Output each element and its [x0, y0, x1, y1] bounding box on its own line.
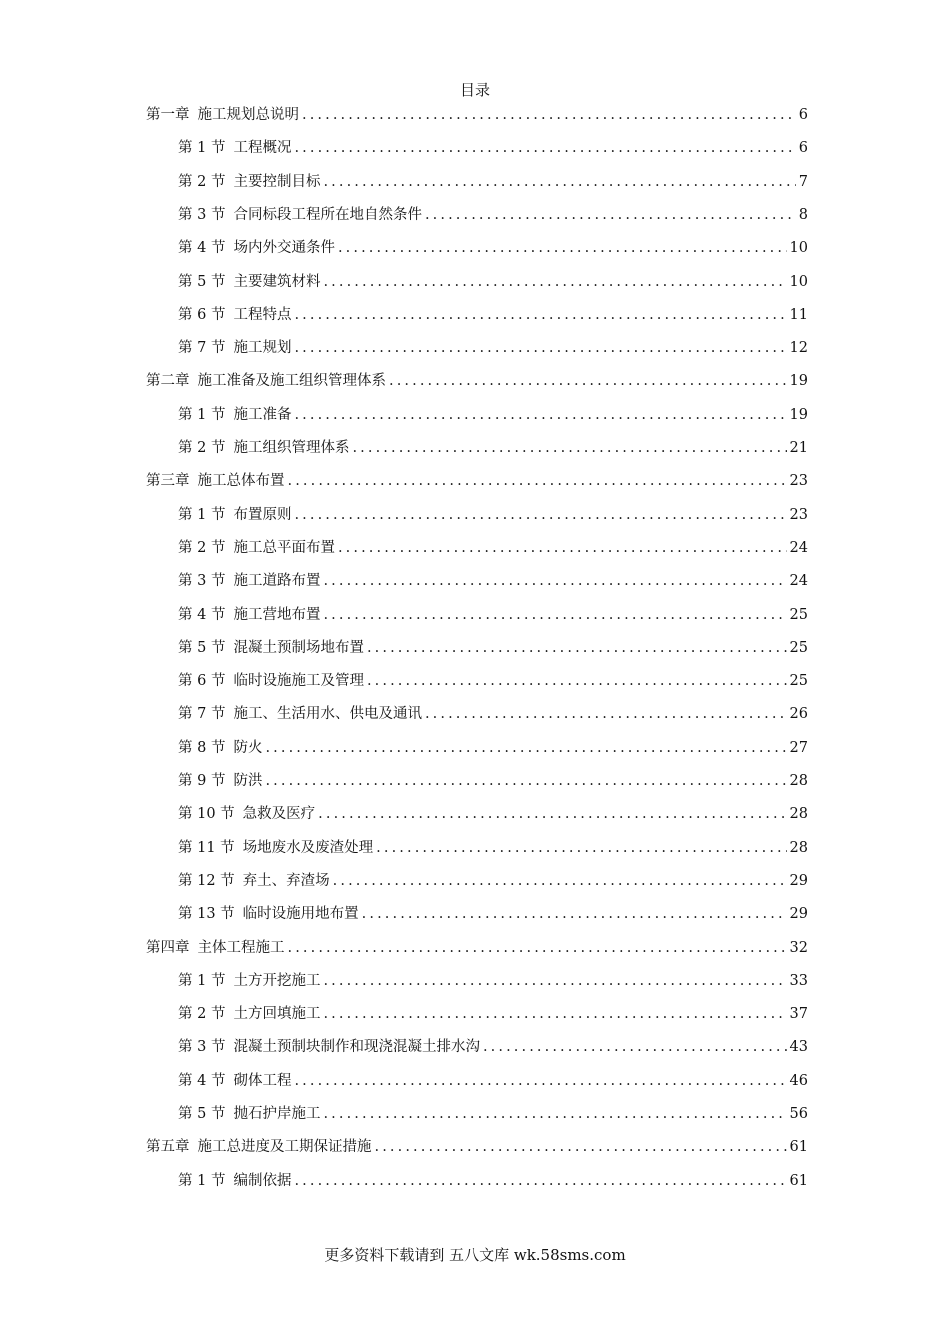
entry-number: 第 2 节 — [178, 539, 226, 556]
entry-page-number: 10 — [789, 240, 808, 257]
entry-page-number: 25 — [789, 606, 808, 623]
entry-title: 主要控制目标 — [233, 173, 321, 190]
toc-section-entry[interactable] — [178, 171, 808, 193]
dot-leader — [323, 604, 786, 626]
toc-section-entry[interactable] — [178, 870, 808, 892]
toc-chapter-entry[interactable] — [146, 1136, 808, 1158]
entry-page-number: 6 — [798, 107, 808, 123]
entry-number: 第 3 节 — [178, 573, 226, 590]
toc-section-entry[interactable] — [178, 903, 808, 925]
entry-title: 施工准备 — [233, 406, 292, 423]
entry-title: 防洪 — [233, 773, 263, 789]
entry-number: 第 7 节 — [178, 706, 226, 723]
entry-page-number: 24 — [789, 573, 808, 590]
toc-section-entry[interactable] — [178, 770, 808, 792]
entry-number: 第 12 节 — [178, 872, 235, 889]
entry-title: 施工营地布置 — [233, 606, 321, 623]
toc-section-entry[interactable] — [178, 204, 808, 226]
toc-section-entry[interactable] — [178, 271, 808, 293]
dot-leader — [323, 1003, 786, 1025]
entry-title: 土方回填施工 — [233, 1006, 321, 1023]
entry-number: 第 5 节 — [178, 1106, 226, 1122]
entry-number: 第 1 节 — [178, 406, 226, 423]
entry-page-number: 10 — [789, 273, 808, 290]
entry-title: 砌体工程 — [233, 1072, 292, 1089]
entry-page-number: 6 — [798, 140, 808, 157]
dot-leader — [375, 1136, 787, 1158]
entry-page-number: 21 — [789, 440, 808, 456]
dot-leader — [294, 504, 786, 526]
entry-page-number: 32 — [789, 939, 808, 956]
entry-page-number: 28 — [789, 773, 808, 789]
toc-section-entry[interactable] — [178, 737, 808, 759]
entry-title: 抛石护岸施工 — [233, 1106, 321, 1122]
entry-page-number: 28 — [789, 839, 808, 856]
dot-leader — [302, 104, 796, 126]
dot-leader — [294, 1170, 786, 1192]
dot-leader — [323, 1103, 786, 1125]
entry-title: 编制依据 — [233, 1172, 292, 1189]
entry-number: 第五章 — [146, 1139, 190, 1156]
dot-leader — [362, 903, 787, 925]
toc-section-entry[interactable] — [178, 703, 808, 725]
entry-title: 防火 — [233, 739, 263, 756]
entry-number: 第 3 节 — [178, 1039, 226, 1056]
entry-page-number: 29 — [789, 872, 808, 889]
toc-section-entry[interactable] — [178, 504, 808, 526]
entry-title: 场地废水及废渣处理 — [242, 839, 374, 856]
entry-page-number: 7 — [798, 173, 808, 190]
entry-page-number: 43 — [789, 1039, 808, 1056]
entry-number: 第 8 节 — [178, 739, 226, 756]
entry-page-number: 24 — [789, 539, 808, 556]
entry-number: 第 1 节 — [178, 140, 226, 157]
entry-number: 第 4 节 — [178, 606, 226, 623]
entry-number: 第 9 节 — [178, 773, 226, 789]
toc-section-entry[interactable] — [178, 637, 808, 659]
entry-page-number: 8 — [798, 206, 808, 223]
entry-title: 临时设施用地布置 — [242, 906, 359, 923]
dot-leader — [288, 937, 787, 959]
dot-leader — [288, 470, 787, 492]
toc-section-entry[interactable] — [178, 570, 808, 592]
entry-page-number: 28 — [789, 806, 808, 823]
entry-number: 第四章 — [146, 939, 190, 956]
toc-section-entry[interactable] — [178, 837, 808, 859]
dot-leader — [323, 271, 786, 293]
entry-number: 第二章 — [146, 373, 190, 390]
entry-title: 合同标段工程所在地自然条件 — [233, 206, 422, 223]
toc-section-entry[interactable] — [178, 1003, 808, 1025]
entry-number: 第 4 节 — [178, 1072, 226, 1089]
dot-leader — [294, 1070, 786, 1092]
entry-number: 第三章 — [146, 473, 190, 490]
toc-chapter-entry[interactable] — [146, 470, 808, 492]
entry-title: 布置原则 — [233, 506, 292, 523]
entry-page-number: 19 — [789, 406, 808, 423]
entry-number: 第 2 节 — [178, 173, 226, 190]
dot-leader — [425, 703, 787, 725]
toc-chapter-entry[interactable] — [146, 370, 808, 392]
entry-number: 第 1 节 — [178, 972, 226, 989]
entry-number: 第 2 节 — [178, 440, 226, 456]
entry-title: 施工、生活用水、供电及通讯 — [233, 706, 422, 723]
entry-title: 施工规划 — [233, 340, 292, 357]
toc-section-entry[interactable] — [178, 970, 808, 992]
dot-leader — [367, 670, 787, 692]
toc-section-entry[interactable] — [178, 137, 808, 159]
entry-page-number: 19 — [789, 373, 808, 390]
toc-section-entry[interactable] — [178, 404, 808, 426]
entry-page-number: 61 — [789, 1139, 808, 1156]
entry-number: 第 1 节 — [178, 506, 226, 523]
entry-number: 第 4 节 — [178, 240, 226, 257]
dot-leader — [425, 204, 796, 226]
dot-leader — [265, 770, 786, 792]
entry-title: 施工道路布置 — [233, 573, 321, 590]
entry-title: 急救及医疗 — [242, 806, 316, 823]
entry-number: 第 11 节 — [178, 839, 235, 856]
entry-title: 施工准备及施工组织管理体系 — [197, 373, 386, 390]
toc-section-entry[interactable] — [178, 670, 808, 692]
toc-section-entry[interactable] — [178, 1170, 808, 1192]
entry-page-number: 25 — [789, 673, 808, 690]
entry-title: 施工总平面布置 — [233, 539, 335, 556]
entry-number: 第 1 节 — [178, 1172, 226, 1189]
entry-page-number: 23 — [789, 473, 808, 490]
entry-number: 第 6 节 — [178, 673, 226, 690]
entry-number: 第 5 节 — [178, 273, 226, 290]
entry-page-number: 61 — [789, 1172, 808, 1189]
toc-section-entry[interactable] — [178, 1103, 808, 1125]
entry-title: 临时设施施工及管理 — [233, 673, 364, 690]
entry-title: 主体工程施工 — [197, 939, 285, 956]
entry-number: 第 2 节 — [178, 1006, 226, 1023]
toc-section-entry[interactable] — [178, 1070, 808, 1092]
dot-leader — [265, 737, 786, 759]
entry-number: 第 7 节 — [178, 340, 226, 357]
entry-page-number: 26 — [789, 706, 808, 723]
dot-leader — [333, 870, 787, 892]
toc-section-entry[interactable] — [178, 304, 808, 326]
entry-page-number: 37 — [789, 1006, 808, 1023]
dot-leader — [338, 537, 787, 559]
entry-number: 第 13 节 — [178, 906, 235, 923]
dot-leader — [483, 1036, 787, 1058]
toc-section-entry[interactable] — [178, 437, 808, 459]
entry-page-number: 46 — [789, 1072, 808, 1089]
dot-leader — [294, 304, 786, 326]
dot-leader — [294, 137, 795, 159]
dot-leader — [318, 803, 786, 825]
entry-title: 场内外交通条件 — [233, 240, 335, 257]
dot-leader — [323, 970, 786, 992]
entry-page-number: 23 — [789, 506, 808, 523]
toc-section-entry[interactable] — [178, 337, 808, 359]
dot-leader — [376, 837, 786, 859]
toc-chapter-entry[interactable] — [146, 937, 808, 959]
entry-page-number: 12 — [789, 340, 808, 357]
entry-number: 第 3 节 — [178, 206, 226, 223]
dot-leader — [294, 337, 786, 359]
entry-page-number: 33 — [789, 972, 808, 989]
entry-page-number: 27 — [789, 739, 808, 756]
entry-number: 第 10 节 — [178, 806, 235, 823]
dot-leader — [367, 637, 787, 659]
entry-title: 施工总进度及工期保证措施 — [197, 1139, 372, 1156]
entry-page-number: 29 — [789, 906, 808, 923]
toc-section-entry[interactable] — [178, 237, 808, 259]
toc-title: 目录 — [459, 81, 490, 99]
dot-leader — [294, 404, 786, 426]
entry-title: 施工规划总说明 — [197, 107, 299, 123]
entry-title: 混凝土预制场地布置 — [233, 639, 364, 656]
entry-number: 第 6 节 — [178, 306, 226, 323]
entry-page-number: 56 — [789, 1106, 808, 1122]
dot-leader — [323, 570, 786, 592]
entry-page-number: 11 — [789, 306, 808, 323]
entry-page-number: 25 — [789, 639, 808, 656]
toc-section-entry[interactable] — [178, 803, 808, 825]
entry-title: 施工组织管理体系 — [233, 440, 350, 456]
dot-leader — [338, 237, 787, 259]
toc-chapter-entry[interactable] — [146, 104, 808, 126]
entry-title: 混凝土预制块制作和现浇混凝土排水沟 — [233, 1039, 480, 1056]
entry-title: 施工总体布置 — [197, 473, 285, 490]
entry-title: 主要建筑材料 — [233, 273, 321, 290]
entry-title: 土方开挖施工 — [233, 972, 321, 989]
toc-section-entry[interactable] — [178, 1036, 808, 1058]
dot-leader — [389, 370, 787, 392]
dot-leader — [352, 437, 786, 459]
dot-leader — [323, 171, 795, 193]
entry-title: 弃土、弃渣场 — [242, 872, 330, 889]
entry-title: 工程概况 — [233, 140, 292, 157]
entry-title: 工程特点 — [233, 306, 292, 323]
entry-number: 第 5 节 — [178, 639, 226, 656]
footer-note: 更多资料下载请到 五八文库 wk.58sms.com — [324, 1246, 626, 1264]
toc-section-entry[interactable] — [178, 604, 808, 626]
entry-number: 第一章 — [146, 107, 190, 123]
toc-section-entry[interactable] — [178, 537, 808, 559]
